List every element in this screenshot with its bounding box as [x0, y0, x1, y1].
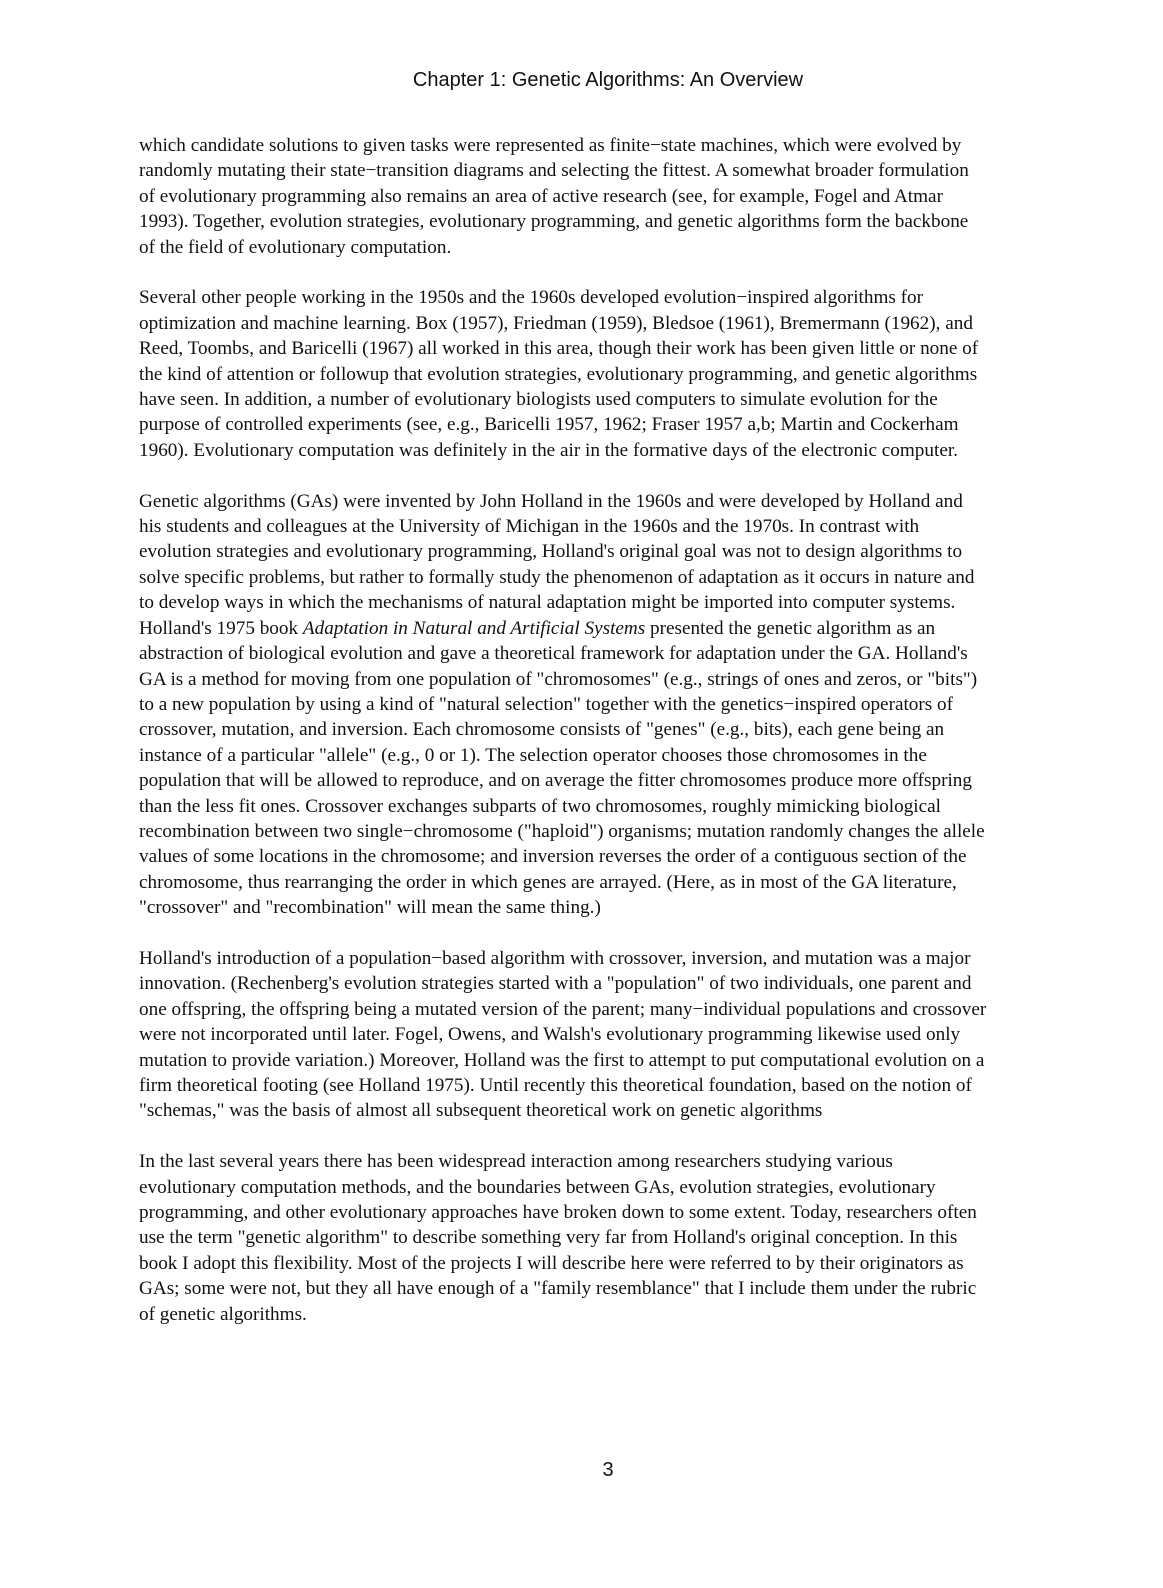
text-line: values of some locations in the chromosome; and inversion reverses the order of a contiguous section of the [139, 846, 967, 868]
text-line: "crossover" and "recombination" will mean the same thing.) [139, 897, 601, 919]
paragraph [139, 946, 986, 1124]
text-line: use the term "genetic algorithm" to describe something very far from Holland's original conception. In this [139, 1227, 958, 1249]
body-text [139, 133, 986, 1352]
text-line: book I adopt this flexibility. Most of the projects I will describe here were referred to by their originators as [139, 1252, 964, 1274]
text-line: evolutionary computation methods, and the boundaries between GAs, evolution strategies, evolutionary [139, 1176, 936, 1198]
text-line: mutation to provide variation.) Moreover, Holland was the first to attempt to put computational evolution on a [139, 1049, 985, 1071]
text-line [139, 616, 986, 641]
text-line: optimization and machine learning. Box (1957), Friedman (1959), Bledsoe (1961), Bremermann (1962), and [139, 312, 973, 334]
page-number: 3 [602, 1459, 614, 1481]
book-title: Adaptation in Natural and Artificial Systems [302, 617, 646, 639]
text-line: firm theoretical footing (see Holland 1975). Until recently this theoretical foundation, based on the notion of [139, 1074, 972, 1096]
text-line: instance of a particular "allele" (e.g., 0 or 1). The selection operator chooses those chromosomes in the [139, 744, 927, 766]
text-line: Several other people working in the 1950s and the 1960s developed evolution−inspired algorithms for [139, 287, 924, 309]
paragraph [139, 489, 986, 921]
text-line: Reed, Toombs, and Baricelli (1967) all worked in this area, though their work has been given little or none of [139, 338, 979, 360]
text-line: solve specific problems, but rather to formally study the phenomenon of adaptation as it occurs in nature and [139, 566, 975, 588]
text-line: were not incorporated until later. Fogel, Owens, and Walsh's evolutionary programming likewise used only [139, 1024, 961, 1046]
text-line: 1960). Evolutionary computation was definitely in the air in the formative days of the electronic computer. [139, 439, 958, 461]
text-line: population that will be allowed to reproduce, and on average the fitter chromosomes produce more offspring [139, 770, 972, 792]
text-line: to a new population by using a kind of "natural selection" together with the genetics−inspired operators of [139, 693, 954, 715]
text-line: Holland's introduction of a population−based algorithm with crossover, inversion, and mutation was a major [139, 947, 971, 969]
text-line: chromosome, thus rearranging the order in which genes are arrayed. (Here, as in most of the GA literature, [139, 871, 957, 893]
text-segment: Holland's 1975 book [139, 617, 303, 639]
text-line: to develop ways in which the mechanisms of natural adaptation might be imported into computer systems. [139, 592, 956, 614]
text-line: "schemas," was the basis of almost all subsequent theoretical work on genetic algorithms [139, 1100, 823, 1122]
paragraph [139, 133, 986, 260]
running-header: Chapter 1: Genetic Algorithms: An Overview [412, 69, 804, 91]
paragraph [139, 1149, 986, 1327]
text-line: recombination between two single−chromosome ("haploid") organisms; mutation randomly changes the allele [139, 820, 985, 842]
text-line: crossover, mutation, and inversion. Each chromosome consists of "genes" (e.g., bits), each gene being an [139, 719, 945, 741]
text-line: evolution strategies and evolutionary programming, Holland's original goal was not to design algorithms to [139, 541, 963, 563]
paragraph [139, 285, 986, 463]
text-line: of genetic algorithms. [139, 1303, 307, 1325]
text-line: innovation. (Rechenberg's evolution strategies started with a "population" of two individuals, one parent and [139, 973, 972, 995]
text-line: 1993). Together, evolution strategies, evolutionary programming, and genetic algorithms form the backbone [139, 211, 969, 233]
text-line: the kind of attention or followup that evolution strategies, evolutionary programming, and genetic algorithms [139, 363, 978, 385]
text-segment: presented the genetic algorithm as an [645, 617, 936, 639]
text-line: randomly mutating their state−transition diagrams and selecting the fittest. A somewhat broader formulation [139, 160, 969, 182]
text-line: which candidate solutions to given tasks were represented as finite−state machines, which were evolved by [139, 135, 962, 156]
text-line: programming, and other evolutionary approaches have broken down to some extent. Today, researchers often [139, 1202, 977, 1223]
text-line: one offspring, the offspring being a mutated version of the parent; many−individual populations and crossover [139, 998, 987, 1020]
text-line: of the field of evolutionary computation. [139, 236, 452, 258]
text-line: purpose of controlled experiments (see, e.g., Baricelli 1957, 1962; Fraser 1957 a,b; Martin and Cockerham [139, 414, 959, 436]
text-line: abstraction of biological evolution and gave a theoretical framework for adaptation under the GA. Holland's [139, 643, 968, 665]
text-line: Genetic algorithms (GAs) were invented by John Holland in the 1960s and were developed by Holland and [139, 490, 963, 512]
text-line: his students and colleagues at the University of Michigan in the 1960s and the 1970s. In contrast with [139, 516, 920, 538]
text-line: than the less fit ones. Crossover exchanges subparts of two chromosomes, roughly mimicking biological [139, 795, 942, 817]
text-line: of evolutionary programming also remains an area of active research (see, for example, Fogel and Atmar [139, 185, 943, 207]
text-line: In the last several years there has been widespread interaction among researchers studying various [139, 1151, 893, 1173]
text-line: GA is a method for moving from one population of "chromosomes" (e.g., strings of ones and zeros, or "bits") [139, 668, 978, 690]
text-line: have seen. In addition, a number of evolutionary biologists used computers to simulate evolution for the [139, 389, 938, 411]
text-line: GAs; some were not, but they all have enough of a "family resemblance" that I include them under the rubric [139, 1278, 977, 1300]
